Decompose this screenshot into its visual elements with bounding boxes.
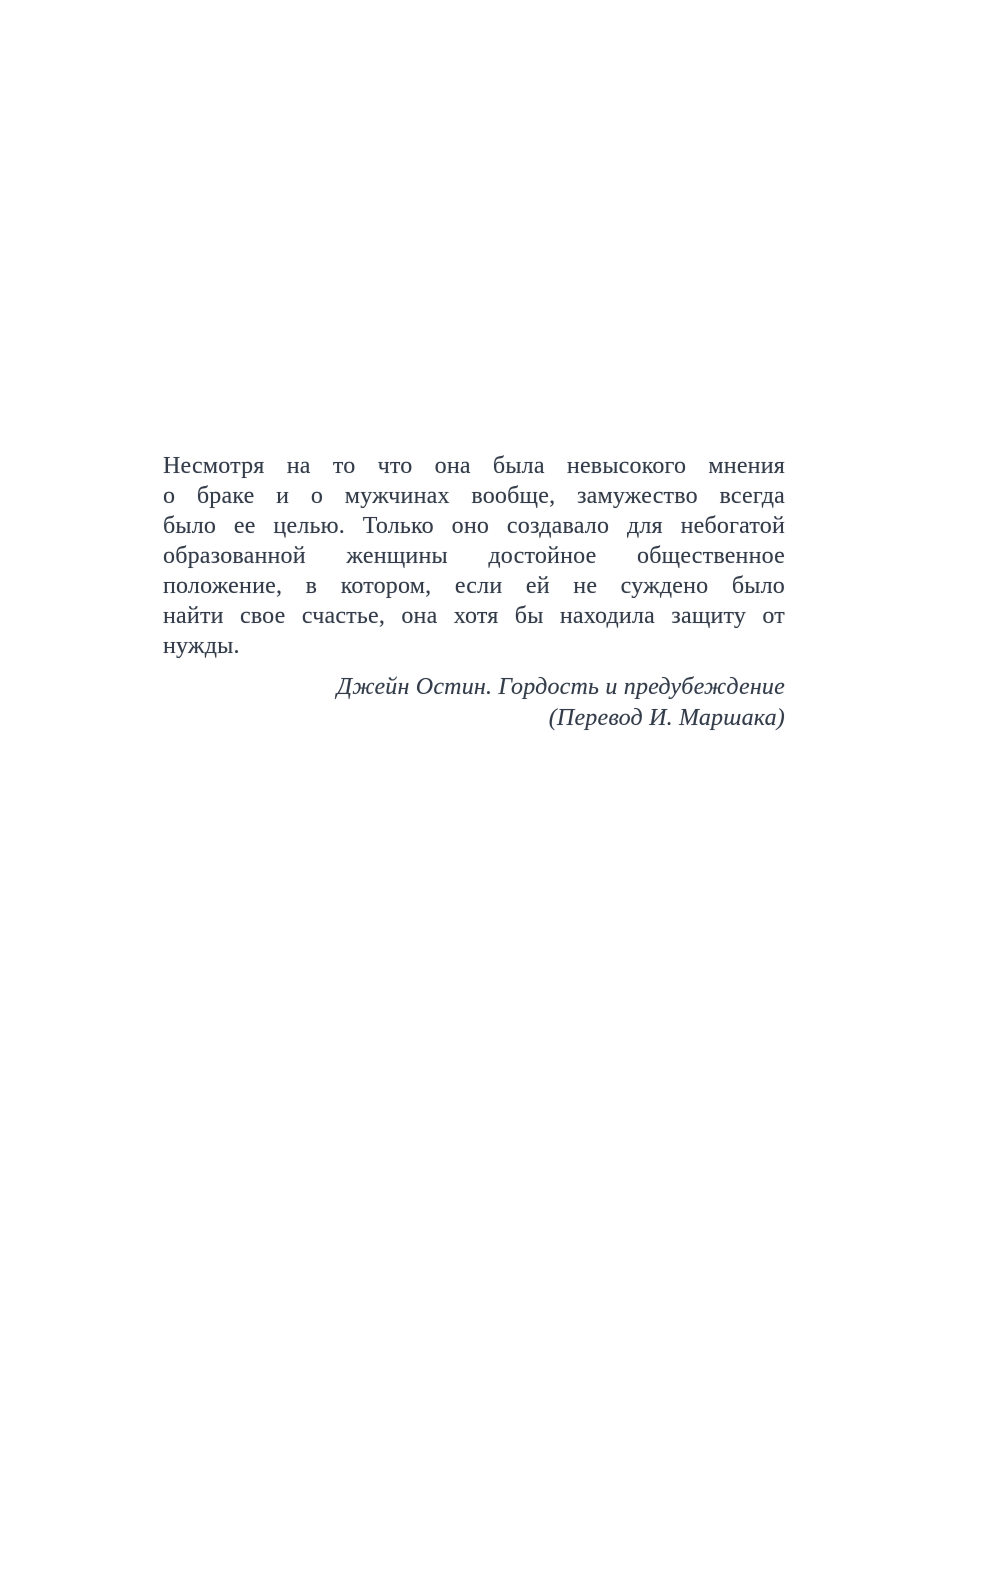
epigraph-line: положение, в котором, если ей не суждено было <box>163 573 785 599</box>
epigraph-attribution <box>163 672 785 734</box>
epigraph-line: о браке и о мужчинах вообще, замужество всегда <box>163 483 785 509</box>
epigraph-paragraph <box>163 451 785 661</box>
epigraph-line: образованной женщины достойное общественное <box>163 543 785 569</box>
epigraph-line: Несмотря на то что она была невысокого мнения <box>163 453 785 479</box>
attribution-author-title: Джейн Остин. Гордость и предубеждение <box>336 674 785 700</box>
attribution-translator: (Перевод И. Маршака) <box>548 705 785 731</box>
epigraph-line: найти свое счастье, она хотя бы находила защиту от <box>163 603 785 629</box>
epigraph-block <box>163 451 785 734</box>
epigraph-line: нужды. <box>163 633 240 659</box>
epigraph-line: было ее целью. Только оно создавало для небогатой <box>163 513 785 539</box>
